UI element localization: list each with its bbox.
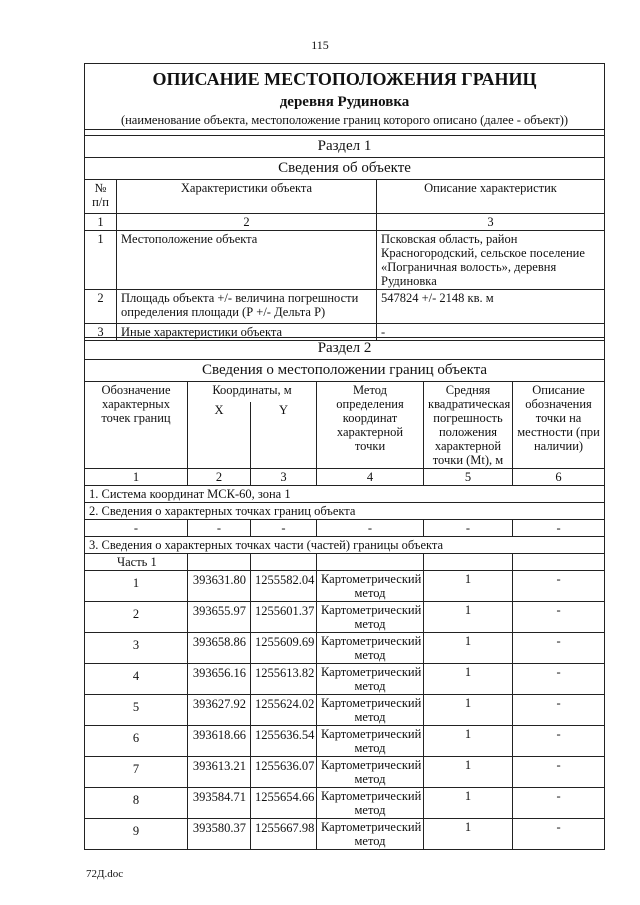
point-number: 3 bbox=[85, 633, 188, 664]
section2-subheading: Сведения о местоположении границ объекта bbox=[85, 360, 605, 382]
point-method: Картометрический метод bbox=[317, 788, 424, 819]
col-number-cell: 3 bbox=[251, 469, 317, 486]
row-characteristic: Площадь объекта +/- величина погрешности определения площади (Р +/- Дельта Р) bbox=[117, 290, 377, 324]
point-number: 8 bbox=[85, 788, 188, 819]
col-y-header: Y bbox=[251, 402, 317, 469]
point-error: 1 bbox=[424, 726, 513, 757]
point-description: - bbox=[513, 571, 605, 602]
col-number-cell: 1 bbox=[85, 469, 188, 486]
point-number: 5 bbox=[85, 695, 188, 726]
dash-cell: - bbox=[251, 520, 317, 537]
col-method-header: Метод определения координат характерной точки bbox=[317, 382, 424, 469]
point-description: - bbox=[513, 757, 605, 788]
point-description: - bbox=[513, 633, 605, 664]
table-row bbox=[85, 695, 605, 726]
row-characteristic: Местоположение объекта bbox=[117, 231, 377, 290]
col-error-header: Средняя квадратическая погрешность положения характерной точки (Mt), м bbox=[424, 382, 513, 469]
part-label: Часть 1 bbox=[85, 554, 188, 571]
section2-heading: Раздел 2 bbox=[85, 338, 605, 360]
table-row bbox=[85, 757, 605, 788]
col-number-cell: 2 bbox=[117, 214, 377, 231]
point-number: 2 bbox=[85, 602, 188, 633]
col-number-cell: 3 bbox=[377, 214, 605, 231]
point-error: 1 bbox=[424, 571, 513, 602]
dash-cell: - bbox=[188, 520, 251, 537]
point-x: 393618.66 bbox=[188, 726, 251, 757]
point-y: 1255582.04 bbox=[251, 571, 317, 602]
info-parts-heading: 3. Сведения о характерных точках части (частей) границы объекта bbox=[85, 537, 605, 554]
point-x: 393658.86 bbox=[188, 633, 251, 664]
table-row bbox=[85, 602, 605, 633]
col-desc-header: Описание обозначения точки на местности (при наличии) bbox=[513, 382, 605, 469]
point-x: 393631.80 bbox=[188, 571, 251, 602]
row-characteristic: Иные характеристики объекта bbox=[117, 324, 377, 341]
point-x: 393627.92 bbox=[188, 695, 251, 726]
point-number: 6 bbox=[85, 726, 188, 757]
table-row bbox=[85, 633, 605, 664]
col-number-cell: 4 bbox=[317, 469, 424, 486]
point-method: Картометрический метод bbox=[317, 726, 424, 757]
point-x: 393655.97 bbox=[188, 602, 251, 633]
section2-table bbox=[84, 337, 605, 850]
page-number: 115 bbox=[311, 38, 329, 52]
point-number: 7 bbox=[85, 757, 188, 788]
col-x-header: X bbox=[188, 402, 251, 469]
info-points-heading: 2. Сведения о характерных точках границ объекта bbox=[85, 503, 605, 520]
point-method: Картометрический метод bbox=[317, 602, 424, 633]
point-y: 1255601.37 bbox=[251, 602, 317, 633]
point-y: 1255636.54 bbox=[251, 726, 317, 757]
col-desc-header: Описание характеристик bbox=[377, 180, 605, 214]
row-number: 1 bbox=[85, 231, 117, 290]
table-row bbox=[85, 571, 605, 602]
point-description: - bbox=[513, 664, 605, 695]
table-row bbox=[85, 290, 605, 324]
coordinate-system: 1. Система координат МСК-60, зона 1 bbox=[85, 486, 605, 503]
col-number-cell: 2 bbox=[188, 469, 251, 486]
point-y: 1255624.02 bbox=[251, 695, 317, 726]
point-x: 393613.21 bbox=[188, 757, 251, 788]
point-error: 1 bbox=[424, 695, 513, 726]
section1-table bbox=[84, 63, 605, 341]
point-method: Картометрический метод bbox=[317, 757, 424, 788]
point-number: 9 bbox=[85, 819, 188, 850]
point-method: Картометрический метод bbox=[317, 695, 424, 726]
row-description: 547824 +/- 2148 кв. м bbox=[377, 290, 605, 324]
point-description: - bbox=[513, 726, 605, 757]
point-x: 393580.37 bbox=[188, 819, 251, 850]
object-note: (наименование объекта, местоположение границ которого описано (далее - объект)) bbox=[85, 112, 605, 130]
row-number: 2 bbox=[85, 290, 117, 324]
footer-filename: 72Д.doc bbox=[86, 868, 124, 880]
table-row bbox=[85, 819, 605, 850]
table-row bbox=[85, 231, 605, 290]
dash-cell: - bbox=[424, 520, 513, 537]
point-error: 1 bbox=[424, 788, 513, 819]
point-y: 1255609.69 bbox=[251, 633, 317, 664]
row-number: 3 bbox=[85, 324, 117, 341]
point-number: 1 bbox=[85, 571, 188, 602]
point-description: - bbox=[513, 695, 605, 726]
table-row bbox=[85, 788, 605, 819]
point-y: 1255654.66 bbox=[251, 788, 317, 819]
point-method: Картометрический метод bbox=[317, 633, 424, 664]
point-error: 1 bbox=[424, 633, 513, 664]
row-description: - bbox=[377, 324, 605, 341]
points-list bbox=[85, 571, 605, 850]
point-method: Картометрический метод bbox=[317, 664, 424, 695]
point-number: 4 bbox=[85, 664, 188, 695]
point-error: 1 bbox=[424, 757, 513, 788]
document-title: ОПИСАНИЕ МЕСТОПОЛОЖЕНИЯ ГРАНИЦ bbox=[85, 64, 605, 93]
col-number-cell: 6 bbox=[513, 469, 605, 486]
col-number-cell: 1 bbox=[85, 214, 117, 231]
point-x: 393584.71 bbox=[188, 788, 251, 819]
point-description: - bbox=[513, 602, 605, 633]
col-char-header: Характеристики объекта bbox=[117, 180, 377, 214]
table-row bbox=[85, 726, 605, 757]
table-row bbox=[85, 664, 605, 695]
point-description: - bbox=[513, 819, 605, 850]
point-method: Картометрический метод bbox=[317, 819, 424, 850]
point-x: 393656.16 bbox=[188, 664, 251, 695]
section1-subheading: Сведения об объекте bbox=[85, 158, 605, 180]
col-number-cell: 5 bbox=[424, 469, 513, 486]
point-description: - bbox=[513, 788, 605, 819]
point-error: 1 bbox=[424, 819, 513, 850]
point-method: Картометрический метод bbox=[317, 571, 424, 602]
dash-cell: - bbox=[85, 520, 188, 537]
point-y: 1255613.82 bbox=[251, 664, 317, 695]
section1-heading: Раздел 1 bbox=[85, 136, 605, 158]
dash-cell: - bbox=[513, 520, 605, 537]
col-coords-header: Координаты, м bbox=[188, 382, 317, 403]
dash-cell: - bbox=[317, 520, 424, 537]
point-y: 1255636.07 bbox=[251, 757, 317, 788]
point-y: 1255667.98 bbox=[251, 819, 317, 850]
point-error: 1 bbox=[424, 664, 513, 695]
row-description: Псковская область, район Красногородский, сельское поселение «Пограничная волость», деревня Рудиновка bbox=[377, 231, 605, 290]
col-num-header: № п/п bbox=[85, 180, 117, 214]
col-point-header: Обозначение характерных точек границ bbox=[85, 382, 188, 469]
object-name: деревня Рудиновка bbox=[85, 92, 605, 112]
point-error: 1 bbox=[424, 602, 513, 633]
